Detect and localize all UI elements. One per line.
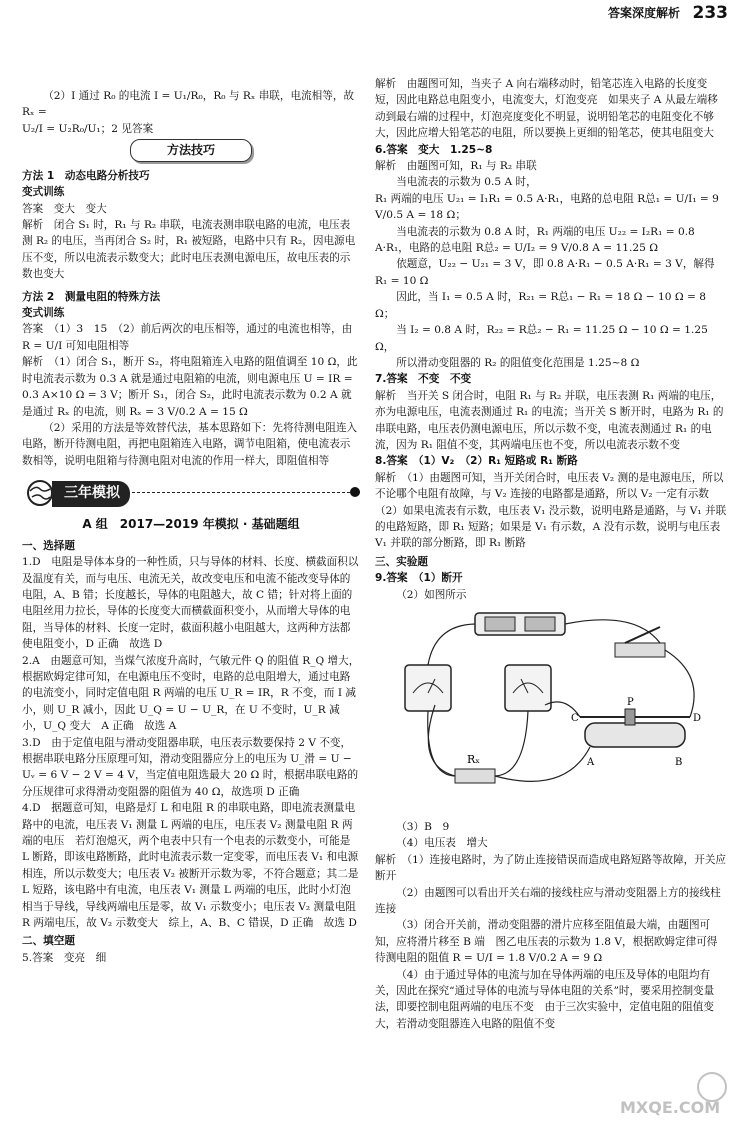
question-9-part-4: （4）电压表 增大 <box>396 837 488 850</box>
watermark-text: MXQE.COM <box>620 1098 721 1117</box>
rheostat-icon <box>580 709 690 747</box>
question-8-answer: 8.答案 （1）V₂ （2）R₁ 短路或 R₁ 断路 <box>375 455 578 468</box>
banner-label: 三年模拟 <box>52 481 130 507</box>
question-9-analysis-4: （4）由于通过导体的电流与加在导体两端的电压及导体的电阻均有关，因此在探究“通过导体的电流与导体电阻的关系”时，要采用控制变量法，即要控制电阻两端的电压不变 由于三次实验中，定值电阻的阻值变大，若滑动变阻器连入电路的阻值不变 <box>375 968 715 1030</box>
question-9-part-3: （3）B 9 <box>396 821 450 833</box>
section-fill: 二、填空题 <box>22 935 75 948</box>
circuit-diagram <box>375 605 727 819</box>
page-number: 233 <box>692 3 728 23</box>
method-1-analysis: 解析 闭合 S₁ 时，R₁ 与 R₂ 串联，电流表测串联电路的电流，电压表测 R₂ 的电压，当再闭合 S₂ 时，R₁ 被短路，电路中只有 R₂，因电源电压不变，所以电流表示数变大；此时电压表测电源电压，故电压表的示数也变大 <box>22 219 356 281</box>
intro-line-1: （2）I 通过 R₀ 的电流 I = U₁/R₀，R₀ 与 Rₓ 串联，电流相等，故 Rₓ = <box>22 90 355 119</box>
resistor-icon <box>455 769 495 783</box>
question-9-part-2: （2）如图所示 <box>396 588 467 601</box>
right-column <box>375 76 727 1032</box>
question-6-analysis-3: R₁ 两端的电压 U₂₁ = I₁R₁ = 0.5 A·R₁，电路的总电阻 R总₁ = U/I₁ = 9 V/0.5 A = 18 Ω； <box>375 192 719 222</box>
question-6-analysis-2: 当电流表的示数为 0.5 A 时， <box>396 176 537 189</box>
battery-icon <box>475 613 565 635</box>
group-title: A 组 2017—2019 年模拟 · 基础题组 <box>82 517 300 532</box>
label-p: P <box>627 697 634 708</box>
method-1-answer: 答案 变大 变大 <box>22 202 107 215</box>
question-9-analysis-1: 解析 （1）连接电路时，为了防止连接错误而造成电路短路等故障，开关应断开 <box>375 853 727 883</box>
question-6-analysis-8: 所以滑动变阻器的 R₂ 的阻值变化范围是 1.25~8 Ω <box>396 356 640 369</box>
method-1-title: 方法 1 动态电路分析技巧 <box>22 169 150 182</box>
label-c: C <box>571 713 579 724</box>
question-6-answer: 6.答案 变大 1.25~8 <box>375 143 493 156</box>
left-column <box>22 88 360 966</box>
question-6-analysis-1: 解析 由题图可知，R₁ 与 R₂ 串联 <box>375 160 537 173</box>
header-label: 答案深度解析 <box>607 6 680 20</box>
label-a: A <box>587 757 595 768</box>
page-header <box>0 0 750 26</box>
question-5: 5.答案 变亮 细 <box>22 951 107 964</box>
switch-icon <box>615 627 665 657</box>
question-2: 2.A 由题意可知，当煤气浓度升高时，气敏元件 Q 的阻值 R_Q 增大，根据欧姆定律可知，在电源电压不变时，电路的总电阻增大，通过电路的电流变小，同时定值电阻 R 两端的电压 U_R = IR，R 不变，而 I 减小，则 U_R 减小，因此 U_Q = U − U_R，在 U 不变时，U_R 减小，U_Q 变大 A 正确 故选 A <box>22 654 360 733</box>
question-4: 4.D 据题意可知，电路是灯 L 和电阻 R 的串联电路，即电流表测量电路中的电流，电压表 V₁ 测量 L 两端的电压，电压表 V₂ 测量电阻 R 两端的电压 若灯泡熄灭，两个电表中只有一个电表的示数变小，可能是 L 断路，即该电路断路，此时电流表示数一定变零，而电压表 V₁ 和电源相连，所以示数变大；电压表 V₂ 被断开示数为零，不符合题意；其二是 L 短路，该电路中有电流，电压表 V₁ 测量 L 两端的电压，此时小灯泡相当于导线，导线两端电压是零，故 V₁ 示数变小；电压表 V₂ 测量电阻 R 两端电压，故 V₂ 示数变大 综上，A、B、C 错误，D 正确 故选 D <box>22 802 359 930</box>
method-2-answer: 答案 （1）3 15 （2）前后两次的电压相等，通过的电流也相等，由 R = U/I 可知电阻相等 <box>22 323 353 352</box>
method-1-subtitle: 变式训练 <box>22 186 65 199</box>
method-2-analysis-2: （2）采用的方法是等效替代法，基本思路如下：先将待测电阻连入电路，断开待测电阻，再把电阻箱连入电路，调节电阻箱，使电流表示数相等，说明电阻箱与待测电阻对电流的作用一样大，即阻值相等 <box>22 421 358 467</box>
three-year-banner <box>22 477 360 509</box>
method-2-analysis-1: 解析 （1）闭合 S₁，断开 S₂，将电阻箱连入电路的阻值调至 10 Ω，此时电流表示数为 0.3 A 就是通过电阻箱的电流，则电源电压 U = IR = 0.3 A×10 Ω = 3 V；断开 S₁，闭合 S₂，此时电流表示数为 0.2 A 就是通过 Rₓ 的电流，则 Rₓ = 3 V/0.2 A = 15 Ω <box>22 356 358 418</box>
question-9-answer: 9.答案 （1）断开 <box>375 572 463 585</box>
section-experiment: 三、实验题 <box>375 555 428 568</box>
section-choice: 一、选择题 <box>22 539 75 552</box>
question-7-answer: 7.答案 不变 不变 <box>375 373 472 386</box>
question-6-analysis-6: 因此，当 I₁ = 0.5 A 时，R₂₁ = R总₁ − R₁ = 18 Ω − 10 Ω = 8 Ω； <box>375 291 706 320</box>
method-2-title: 方法 2 测量电阻的特殊方法 <box>22 290 161 303</box>
watermark-logo <box>616 1069 736 1119</box>
label-d: D <box>693 713 702 724</box>
circuit-figure <box>375 605 727 819</box>
method-tips-badge: 方法技巧 <box>130 139 252 162</box>
ammeter-icon <box>505 665 551 711</box>
question-6-analysis-5: 依题意，U₂₂ − U₂₁ = 3 V，即 0.8 A·R₁ − 0.5 A·R₁ = 3 V，解得 R₁ = 10 Ω <box>375 258 715 287</box>
intro-line-2: U₂/I = U₂R₀/U₁；2 见答案 <box>22 122 154 135</box>
method-2-subtitle: 变式训练 <box>22 307 65 320</box>
label-rx: Rₓ <box>467 753 480 766</box>
banner-dot <box>350 487 360 497</box>
question-5-analysis: 解析 由题图可知，当夹子 A 向右端移动时，铅笔芯连入电路的长度变短，因此电路总电阻变小，电流变大，灯泡变亮 如果夹子 A 从最左端移动到最右端的过程中，灯泡亮度变化不明显，说明铅笔芯的电阻变化不够大，因此应增大铅笔芯的电阻，所以要换上更细的铅笔芯，使其电阻变大 <box>375 78 718 140</box>
question-6-analysis-4: 当电流表的示数为 0.8 A 时，R₁ 两端的电压 U₂₂ = I₂R₁ = 0.8 A·R₁，电路的总电阻 R总₂ = U/I₂ = 9 V/0.8 A = 11.25 Ω <box>375 225 695 255</box>
question-3: 3.D 由于定值电阻与滑动变阻器串联，电压表示数要保持 2 V 不变，根据串联电路分压原理可知，滑动变阻器应分上的电压为 U_滑 = U − Uᵥ = 6 V − 2 V = 4 V，当定值电阻选最大 20 Ω 时，根据串联电路的分压规律可求得滑动变阻器的阻值为 40 Ω，故选项 D 正确 <box>22 736 359 798</box>
globe-icon <box>26 479 54 507</box>
question-7-analysis: 解析 当开关 S 闭合时，电阻 R₁ 与 R₂ 并联，电压表测 R₁ 两端的电压，亦为电源电压，电流表测通过 R₁ 的电流；当开关 S 断开时，电路为 R₁ 的串联电路，电压表仍测电源电压，所以示数不变，电流表测通过 R₁ 的电流，因为 R₁ 阻值不变，其两端电压也不变，所以电流表示数不变 <box>375 389 724 451</box>
question-8-analysis: 解析 （1）由题图可知，当开关闭合时，电压表 V₂ 测的是电源电压，所以不论哪个电阻有故障，与 V₂ 连接的电路都是通路，所以 V₂ 一定有示数 （2）如果电流表有示数，电压表 V₁ 没示数，说明电路是通路，与 V₁ 并联的电路短路，即 R₁ 短路；如果是 V₁ 有示数，A 没有示数，说明与电压表 V₁ 并联的部分断路，即 R₁ 断路 <box>375 471 727 550</box>
question-9-analysis-3: （3）闭合开关前，滑动变阻器的滑片应移至阻值最大端，由题图可知，应将滑片移至 B 端 图乙电压表的示数为 1.8 V，根据欧姆定律可得待测电阻的阻值 R = U/I = 1.8 V/0.2 A = 9 Ω <box>375 919 718 965</box>
banner-divider <box>132 492 360 493</box>
question-1: 1.D 电阻是导体本身的一种性质，只与导体的材料、长度、横截面积以及温度有关，而与电压、电流无关，故改变电压和电流不能改变导体的电阻，A、B 错；长度越长，导体的电阻越大，故 C 错；针对将上面的电阻丝用力拉长，导体的长度变大而横截面积变小，从而增大导体的电阻，当导体的材料、长度一定时，截面积越小电阻越大，这两种方法都使电阻变小，D 正确 故选 D <box>22 556 359 651</box>
label-b: B <box>675 757 683 768</box>
question-9-analysis-2: （2）由题图可以看出开关右端的接线柱应与滑动变阻器上方的接线柱连接 <box>375 886 721 916</box>
voltmeter-icon <box>405 665 451 711</box>
question-6-analysis-7: 当 I₂ = 0.8 A 时，R₂₂ = R总₂ − R₁ = 11.25 Ω − 10 Ω = 1.25 Ω， <box>375 324 708 353</box>
